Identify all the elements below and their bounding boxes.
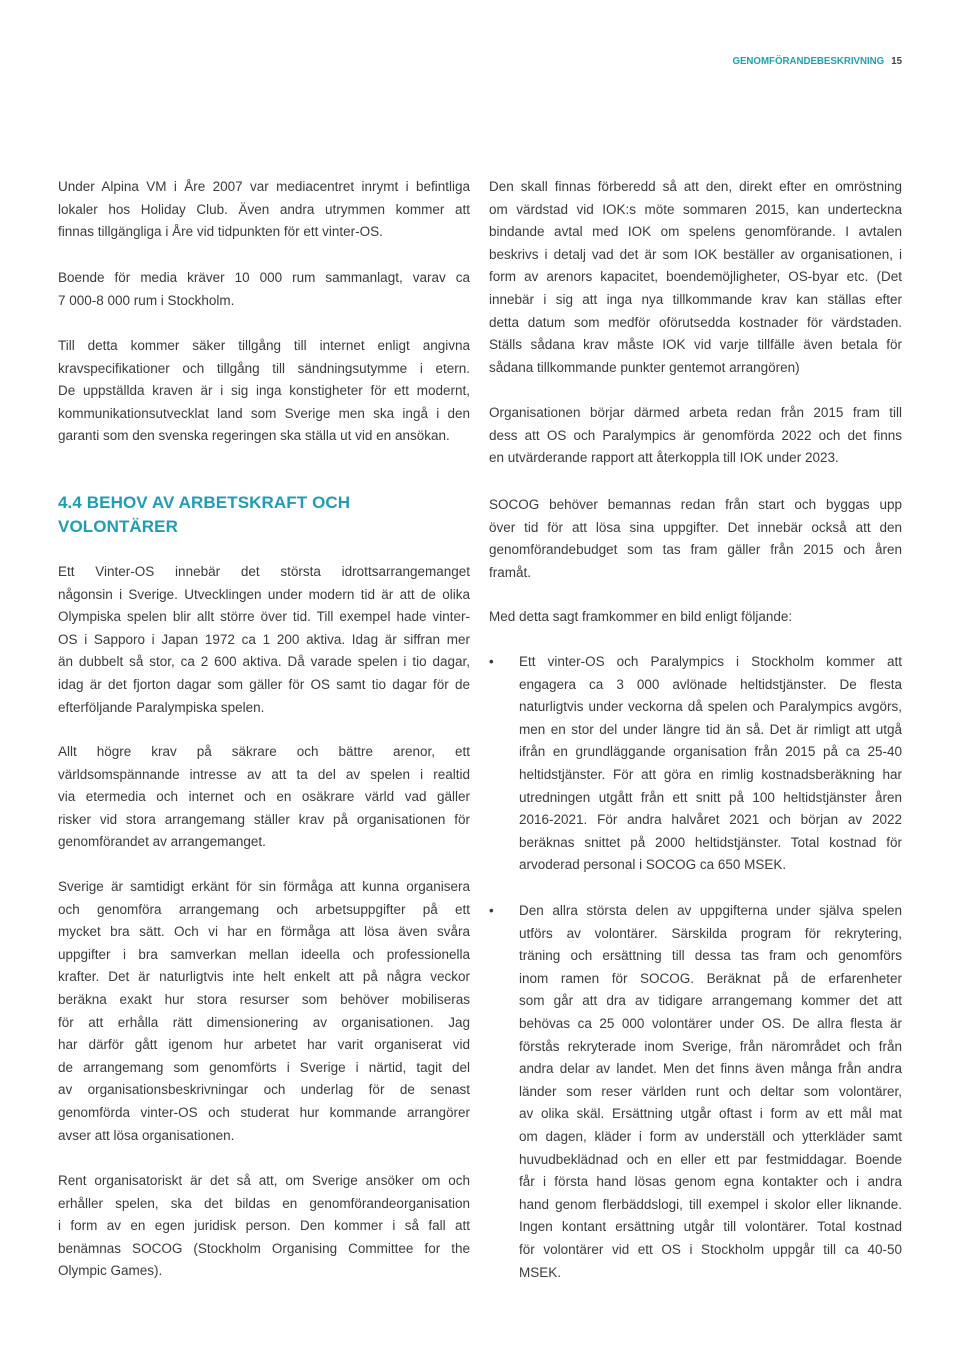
- text-line: men en stor del under längre tid än så. Det är rimligt att utgå: [519, 721, 902, 737]
- text-line: utförs av volontärer. Särskilda program för rekrytering,: [519, 925, 902, 941]
- text-line: utredningen utgått från ett snitt på 100 heltidstjänster åren: [519, 789, 902, 805]
- text-line: Sverige är samtidigt erkänt för sin förmåga att kunna organisera: [58, 879, 470, 894]
- text-line: en utvärderande rapport att återkoppla till IOK under 2023.: [489, 450, 839, 466]
- paragraph: [58, 1170, 470, 1283]
- text-line: har därför gått igenom hur arbetet har varit organiserat vid: [58, 1037, 470, 1053]
- text-line: förstås rekryterade inom Sverige, från närområdet och från: [519, 1038, 902, 1054]
- text-line: behövas ca 25 000 volontärer under OS. De allra flesta är: [519, 1015, 902, 1031]
- text-line: får i första hand lösas genom egna kontakter och i andra: [519, 1174, 902, 1190]
- text-line: av olika skäl. Ersättning utgår oftast i form av ett mål mat: [519, 1106, 902, 1122]
- paragraph: [58, 741, 470, 854]
- text-line: uppgifter i bra samverkan mellan ideella och professionella: [58, 946, 470, 962]
- text-line: Organisationen börjar därmed arbeta redan från 2015 fram till: [489, 405, 902, 420]
- text-line: De uppställda kraven är i sig inga konstigheter för ett modernt,: [58, 383, 470, 399]
- paragraph: [489, 606, 902, 629]
- text-line: av organisationsbeskrivningar och underlag för de senast: [58, 1082, 470, 1098]
- text-line: Olympic Games).: [58, 1263, 163, 1279]
- text-line: huvudbeklädnad och en eller ett par festmiddagar. Boende: [519, 1151, 902, 1167]
- heading-line: 4.4 BEHOV AV ARBETSKRAFT OCH: [58, 493, 351, 512]
- section-heading: [58, 491, 470, 539]
- text-line: SOCOG behöver bemannas redan från start och byggas upp: [489, 497, 902, 512]
- text-line: innebär i sig att inga nya tillkommande krav kan ställas efter: [489, 291, 902, 307]
- text-line: länder som reser världen runt och deltar som volontärer,: [519, 1083, 902, 1099]
- text-line: benämnas SOCOG (Stockholm Organising Committee for the: [58, 1240, 470, 1256]
- text-line: krafter. Det är naturligtvis inte helt enkelt att på några veckor: [58, 969, 470, 985]
- paragraph: [58, 335, 470, 448]
- text-line: lokaler hos Holiday Club. Även andra utrymmen kommer att: [58, 201, 470, 217]
- text-line: form av arenors kapacitet, boendemöjligheter, OS-byar etc. (Det: [489, 269, 902, 285]
- text-line: än dubbelt så stor, ca 2 600 aktiva. Då varade spelen i tio dagar,: [58, 654, 470, 670]
- text-line: Ställs sådana krav måste IOK vid varje tillfälle även betala för: [489, 337, 902, 353]
- text-line: om värdstad vid IOK:s möte sommaren 2015, kan underteckna: [489, 201, 902, 217]
- text-line: Ingen kontant ersättning utgår till volontärer. Total kostnad: [519, 1219, 902, 1235]
- paragraph: [58, 876, 470, 1147]
- text-line: bindande avtal med IOK om spelens genomförande. I avtalen: [489, 224, 902, 240]
- text-line: risker vid stora arrangemang ställer krav på organisationen för: [58, 811, 470, 827]
- text-line: naturligtvis under veckorna då spelen och Paralympics avgörs,: [519, 699, 902, 715]
- text-line: de arrangemang som genomförts i Sverige i närtid, tagit del: [58, 1059, 470, 1075]
- text-line: Under Alpina VM i Åre 2007 var mediacentret inrymt i befintliga: [58, 179, 470, 194]
- text-line: hand genom flerbäddslogi, till exempel i skolor eller liknande.: [519, 1196, 902, 1212]
- text-line: sådana tillkommande punkter gentemot arrangören): [489, 359, 800, 375]
- text-line: engagera ca 3 000 avlönade heltidstjänster. De flesta: [519, 676, 902, 692]
- text-line: garanti som den svenska regeringen ska ställa ut vid en ansökan.: [58, 428, 450, 444]
- text-line: avser att lösa organisationen.: [58, 1127, 235, 1143]
- text-line: andra delar av landet. Men det finns även många från andra: [519, 1061, 902, 1077]
- running-header-section: GENOMFÖRANDEBESKRIVNING: [732, 56, 885, 67]
- text-line: mycket bra sätt. Och vi har en förmåga att lösa även svåra: [58, 924, 470, 940]
- text-line: beräkna exakt hur stora resurser som behöver mobiliseras: [58, 991, 470, 1007]
- bullet-list-item: [519, 651, 902, 877]
- text-line: ifrån en grundläggande organisation från 2015 på ca 25-40: [519, 744, 902, 760]
- text-line: inom ramen för SOCOG. Beräknat på de erfarenheter: [519, 970, 902, 986]
- text-line: 2016-2021. För andra halvåret 2021 och början av 2022: [519, 812, 902, 828]
- text-line: som går att dra av tidigare arrangemang kommer det att: [519, 993, 902, 1009]
- text-line: för volontärer vid ett OS i Stockholm uppgår till ca 40-50: [519, 1241, 902, 1257]
- text-line: Med detta sagt framkommer en bild enligt följande:: [489, 609, 793, 624]
- bullet-list-item: [519, 900, 902, 1284]
- text-line: träning och ersättning till dessa tas fram och genomförs: [519, 948, 902, 964]
- bullet-marker: •: [489, 903, 494, 918]
- bullet-marker: •: [489, 654, 494, 669]
- paragraph: [489, 402, 902, 470]
- text-line: finnas tillgängliga i Åre vid tidpunkten för ett vinter-OS.: [58, 224, 383, 240]
- text-line: OS i Sapporo i Japan 1972 ca 1 200 aktiva. Idag är siffran mer: [58, 631, 470, 647]
- text-line: och genomföra arrangemang och arbetsuppgifter på ett: [58, 901, 470, 917]
- page-number: 15: [891, 56, 902, 67]
- text-line: Ett Vinter-OS innebär det största idrottsarrangemanget: [58, 564, 470, 579]
- text-line: över tid för att lösa sina uppgifter. Det innebär också att den: [489, 519, 902, 535]
- paragraph: [489, 494, 902, 584]
- text-line: för att erhålla rätt dimensionering av organisationen. Jag: [58, 1014, 470, 1030]
- text-line: genomförandet av arrangemanget.: [58, 834, 266, 850]
- text-line: någonsin i Sverige. Utvecklingen under modern tid är att de olika: [58, 586, 470, 602]
- text-line: Till detta kommer säker tillgång till internet enligt angivna: [58, 338, 470, 353]
- text-line: 7 000-8 000 rum i Stockholm.: [58, 292, 235, 308]
- text-line: världsomspännande intresse av att ta del av spelen i realtid: [58, 766, 470, 782]
- running-header: [732, 55, 902, 69]
- paragraph: [489, 176, 902, 379]
- heading-line: VOLONTÄRER: [58, 517, 178, 536]
- text-line: arvoderad personal i SOCOG ca 650 MSEK.: [519, 857, 787, 873]
- text-line: detta datum som medför oförutsedda kostnader för värdstaden.: [489, 314, 902, 330]
- text-line: beskrivs i detalj vad det är som IOK beställer av organisationen, i: [489, 246, 902, 262]
- text-line: Ett vinter-OS och Paralympics i Stockholm kommer att: [519, 654, 902, 669]
- text-line: Den allra största delen av uppgifterna under själva spelen: [519, 903, 902, 918]
- paragraph: [58, 176, 470, 244]
- text-line: MSEK.: [519, 1264, 562, 1280]
- text-line: genomförandebudget som tas fram gäller från 2015 och åren: [489, 542, 902, 558]
- text-line: Boende för media kräver 10 000 rum sammanlagt, varav ca: [58, 270, 470, 285]
- text-line: idag är det fjorton dagar som gäller för OS samt tio dagar för de: [58, 676, 470, 692]
- text-line: dess att OS och Paralympics är genomförda 2022 och det finns: [489, 427, 902, 443]
- text-line: genomförda vinter-OS och studerat hur kommande arrangörer: [58, 1104, 470, 1120]
- text-line: Olympiska spelen blir allt större över tid. Till exempel hade vinter-: [58, 609, 470, 625]
- text-line: kravspecifikationer och tillgång till sändningsutymme i etern.: [58, 360, 470, 376]
- text-line: heltidstjänster. För att göra en rimlig kostnadsberäkning har: [519, 766, 902, 782]
- paragraph: [58, 267, 470, 312]
- text-line: via etermedia och internet och en osäkrare värld vad gäller: [58, 789, 470, 805]
- text-line: efterföljande Paralympiska spelen.: [58, 699, 265, 715]
- text-line: erhåller spelen, ska det bildas en genomförandeorganisation: [58, 1195, 470, 1211]
- text-line: Den skall finnas förberedd så att den, direkt efter en omröstning: [489, 179, 902, 194]
- text-line: beräknas snittet på 2000 heltidstjänster. Total kostnad för: [519, 834, 902, 850]
- text-line: kommunikationsutvecklat land som Sverige men ska ingå i den: [58, 405, 470, 421]
- text-line: Rent organisatoriskt är det så att, om Sverige ansöker om och: [58, 1173, 470, 1188]
- text-line: framåt.: [489, 564, 532, 580]
- text-line: i form av en egen juridisk person. Den kommer i så fall att: [58, 1218, 470, 1234]
- text-line: om dagen, kläder i form av underställ och ytterkläder samt: [519, 1128, 902, 1144]
- text-line: Allt högre krav på säkrare och bättre arenor, ett: [58, 744, 470, 759]
- paragraph: [58, 561, 470, 719]
